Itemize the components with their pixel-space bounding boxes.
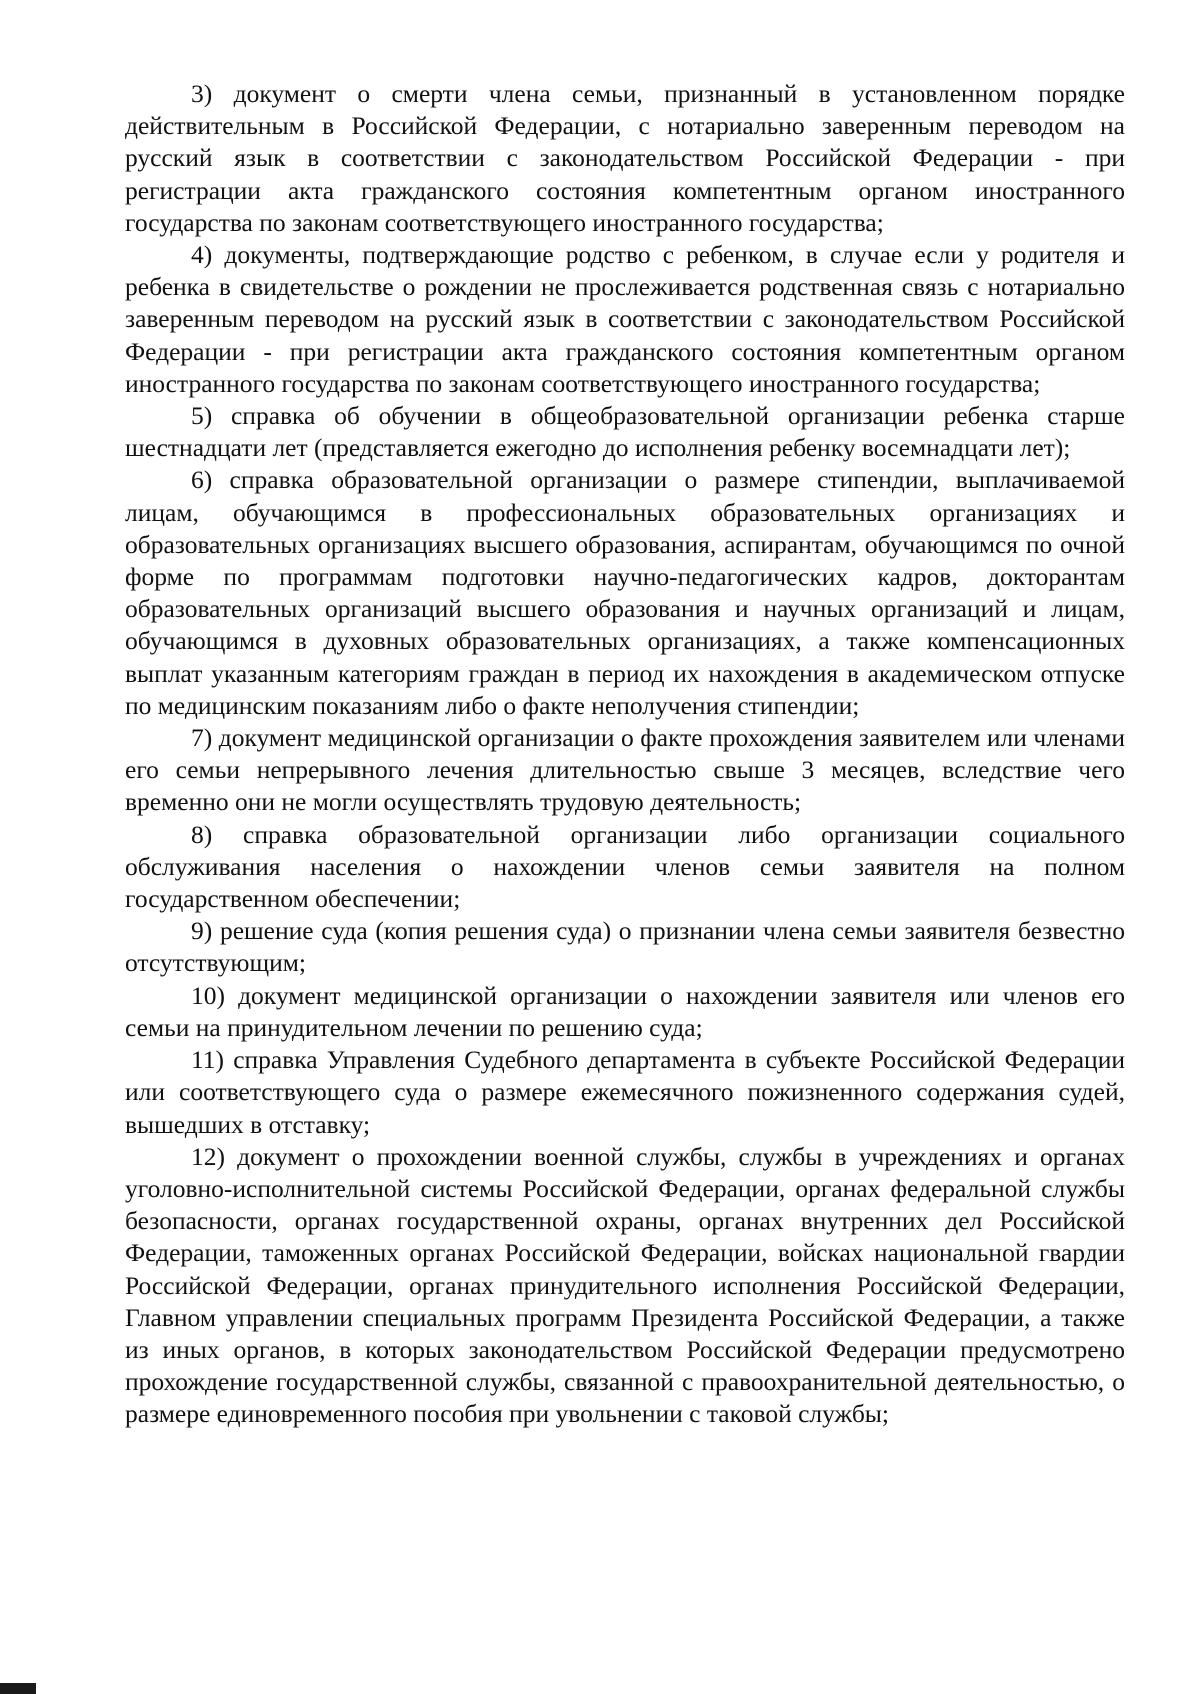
list-item-6: 6) справка образовательной организации о размере стипендии, выплачиваемой лицам, обучающимся в профессиональных образовательных организациях и образовательных организациях высшего образования, аспирантам, обучающимся по очной форме по программам подготовки научно-педагогических кадров, докторантам образовательных организаций высшего образования и научных организаций и лицам, обучающимся в духовных образовательных организациях, а также компенсационных выплат указанным категориям граждан в период их нахождения в академическом отпуске по медицинским показаниям либо о факте неполучения стипендии; — [125, 465, 1125, 720]
list-item-12: 12) документ о прохождении военной службы, службы в учреждениях и органах уголовно-исполнительной системы Российской Федерации, органах федеральной службы безопасности, органах государственной охраны, органах внутренних дел Российской Федерации, таможенных органах Российской Федерации, войсках национальной гвардии Российской Федерации, органах принудительного исполнения Российской Федерации, Главном управлении специальных программ Президента Российской Федерации, а также из иных органов, в которых законодательством Российской Федерации предусмотрено прохождение государственной службы, связанной с правоохранительной деятельностью, о размере единовременного пособия при увольнении с таковой службы; — [125, 1141, 1125, 1429]
scan-edge-mark — [0, 1683, 36, 1694]
list-item-3: 3) документ о смерти члена семьи, признанный в установленном порядке действительным в Российской Федерации, с нотариально заверенным переводом на русский язык в соответствии с законодательством Российской Федерации - при регистрации акта гражданского состояния компетентным органом иностранного государства по законам соответствующего иностранного государства; — [125, 79, 1125, 237]
document-page — [125, 78, 1125, 1431]
list-item-8: 8) справка образовательной организации либо организации социального обслуживания населения о нахождении членов семьи заявителя на полном государственном обеспечении; — [125, 819, 1125, 914]
list-item-7: 7) документ медицинской организации о факте прохождения заявителем или членами его семьи непрерывного лечения длительностью свыше 3 месяцев, вследствие чего временно они не могли осуществлять трудовую деятельность; — [125, 723, 1125, 817]
list-item-9: 9) решение суда (копия решения суда) о признании члена семьи заявителя безвестно отсутствующим; — [125, 916, 1125, 978]
list-item-11: 11) справка Управления Судебного департамента в субъекте Российской Федерации или соответствующего суда о размере ежемесячного пожизненного содержания судей, вышедших в отставку; — [125, 1045, 1125, 1139]
list-item-4: 4) документы, подтверждающие родство с ребенком, в случае если у родителя и ребенка в свидетельстве о рождении не прослеживается родственная связь с нотариально заверенным переводом на русский язык в соответствии с законодательством Российской Федерации - при регистрации акта гражданского состояния компетентным органом иностранного государства по законам соответствующего иностранного государства; — [125, 240, 1125, 398]
list-item-10: 10) документ медицинской организации о нахождении заявителя или членов его семьи на принудительном лечении по решению суда; — [125, 980, 1125, 1042]
list-item-5: 5) справка об обучении в общеобразовательной организации ребенка старше шестнадцати лет (представляется ежегодно до исполнения ребенку восемнадцати лет); — [125, 401, 1125, 463]
